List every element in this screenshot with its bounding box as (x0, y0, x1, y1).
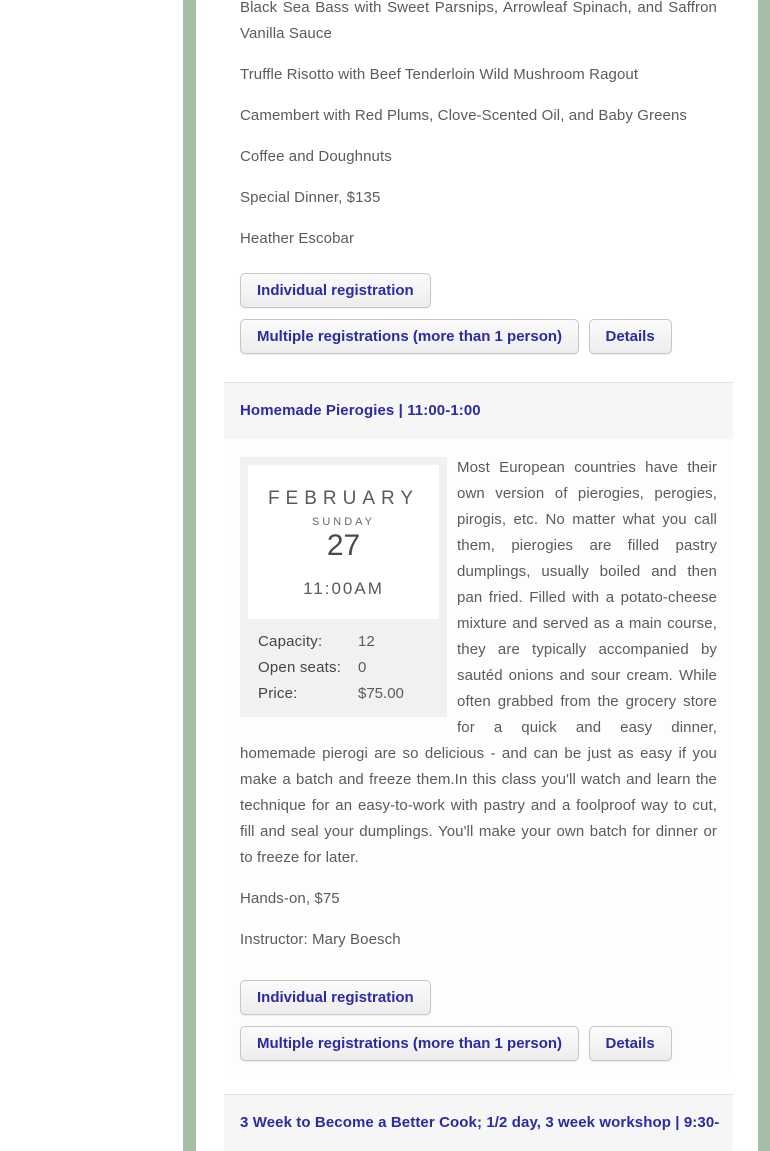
previous-event-body (224, 0, 733, 354)
menu-line: Black Sea Bass with Sweet Parsnips, Arrowleaf Spinach, and Saffron Vanilla Sauce (240, 0, 717, 42)
registration-button-row (240, 980, 717, 1015)
registration-button-row (240, 1026, 717, 1061)
open-seats-label: Open seats: (258, 659, 342, 676)
multiple-registrations-button[interactable]: Multiple registrations (more than 1 person) (240, 319, 579, 354)
event-card-better-cook (224, 1094, 733, 1151)
details-button[interactable]: Details (589, 319, 672, 354)
event-title[interactable]: 3 Week to Become a Better Cook; 1/2 day, 3 week workshop | 9:30- (240, 1114, 720, 1131)
time-label: 11:00AM (303, 579, 384, 598)
individual-registration-button[interactable]: Individual registration (240, 980, 431, 1015)
menu-line: Camembert with Red Plums, Clove-Scented Oil, and Baby Greens (240, 107, 688, 124)
event-card-pierogies (224, 382, 733, 1078)
price-row (258, 681, 437, 707)
capacity-label: Capacity: (258, 633, 323, 650)
event-card-header (224, 1095, 733, 1151)
page-content-column (183, 0, 770, 1151)
previous-event-section (224, 0, 733, 354)
month-label: FEBRUARY (267, 488, 420, 509)
price-value: $75.00 (358, 685, 404, 702)
open-seats-row (258, 655, 437, 681)
instructor-line: Heather Escobar (240, 230, 355, 247)
capacity-value: 12 (358, 633, 375, 650)
event-date-box (240, 457, 447, 717)
event-card-header (224, 383, 733, 439)
menu-line: Truffle Risotto with Beef Tenderloin Wild Mushroom Ragout (240, 66, 639, 83)
calendar-panel (248, 465, 439, 619)
weekday-label: SUNDAY (311, 516, 376, 528)
registration-button-row (240, 319, 717, 354)
individual-registration-button[interactable]: Individual registration (240, 273, 431, 308)
price-line: Special Dinner, $135 (240, 189, 381, 206)
open-seats-value: 0 (358, 659, 367, 676)
event-title[interactable]: Homemade Pierogies | 11:00-1:00 (240, 402, 481, 419)
multiple-registrations-button[interactable]: Multiple registrations (more than 1 person) (240, 1026, 579, 1061)
instructor-line: Instructor: Mary Boesch (240, 931, 401, 948)
event-details-table (248, 619, 439, 709)
event-description: Most European countries have their own version of pierogies, perogies, pirogis, etc. No matter what you call them, pierogies are filled pastry dumplings, usually boiled and then pan fried. Filled with a potato-cheese mixture and served as a main course, they are typically accompanied by sautéd onions and sour cream. While often grabbed from the grocery store for a quick and easy dinner, homemade pierogi are so delicious - and can be just as easy if you make a batch and freeze them.In this class you'll watch and learn the technique for an easy-to-work with pastry and a foolproof way to cut, fill and seal your dumplings. You'll make your own batch for dinner or to freeze for later. (240, 459, 717, 866)
day-number: 27 (326, 529, 361, 562)
registration-button-row (240, 273, 717, 308)
registration-buttons (240, 980, 717, 1061)
event-card-body (224, 439, 733, 1078)
price-label: Price: (258, 685, 298, 702)
format-price-line: Hands-on, $75 (240, 890, 340, 907)
capacity-row (258, 629, 437, 655)
menu-line: Coffee and Doughnuts (240, 148, 392, 165)
details-button[interactable]: Details (589, 1026, 672, 1061)
